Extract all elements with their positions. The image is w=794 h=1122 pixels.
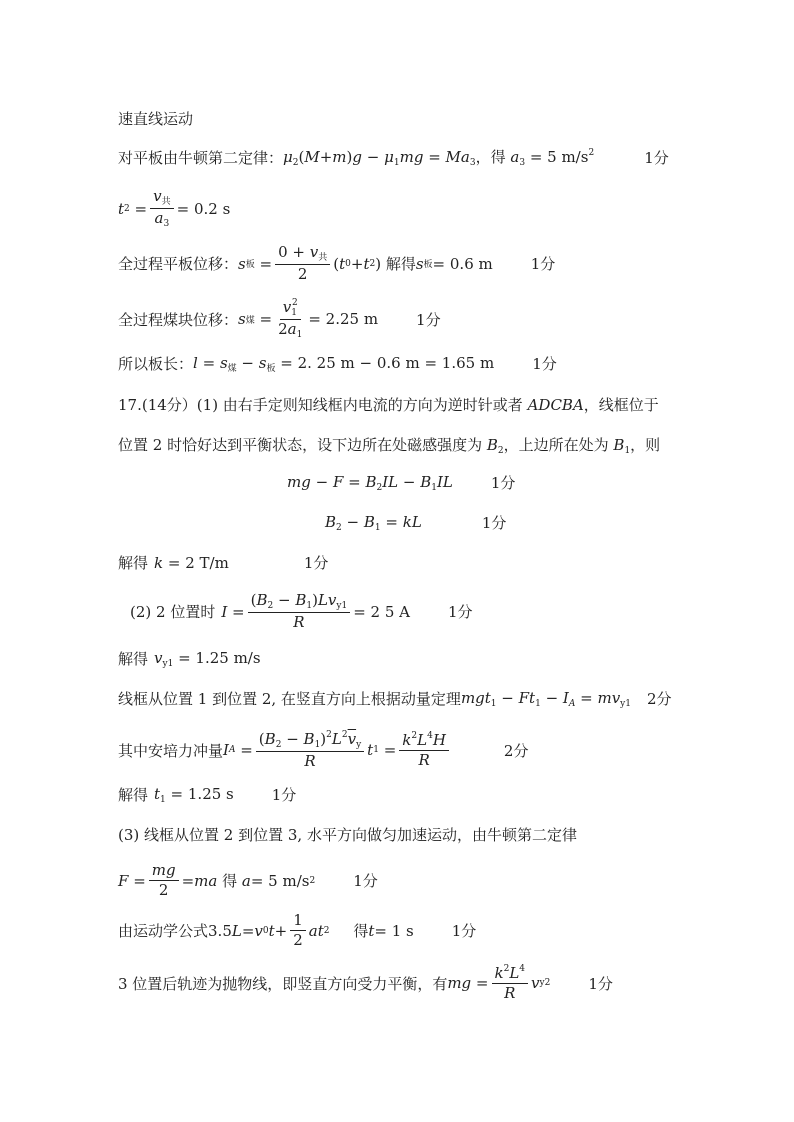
text-l11: 解得	[118, 554, 149, 572]
equation-l05: s 煤 = $\frac{v_1^2}{2a_1}$ = 2.25 m	[238, 298, 379, 341]
line-11	[118, 552, 328, 573]
score-l20: 1分	[588, 974, 613, 993]
score-l09: 1分	[490, 474, 516, 492]
line-14	[118, 688, 672, 709]
equation-l16: $t_1 = 1.25$ s	[154, 784, 234, 805]
line-1	[118, 108, 193, 129]
line-6	[118, 353, 557, 374]
line-9	[287, 472, 515, 493]
equation-l19: 3.5 L = v 0 t + $\frac{1}{2}$ at 2 得 t = 1 s	[208, 911, 414, 950]
score-l04: 1分	[530, 255, 556, 274]
score-l19: 1分	[451, 922, 477, 941]
text-l05: 全过程煤块位移：	[118, 310, 239, 329]
line-8	[118, 434, 660, 456]
score-l02: 1分	[644, 148, 669, 167]
text-l13: 解得	[118, 650, 149, 668]
text-l06: 所以板长：	[118, 355, 194, 373]
text-l16: 解得	[118, 786, 149, 804]
equation-l13: $v_{y1} = 1.25$ m/s	[154, 648, 261, 669]
score-l11: 1分	[303, 554, 329, 572]
score-l15: 2分	[503, 741, 529, 760]
text-l02: 对平板由牛顿第二定律：	[118, 148, 284, 167]
score-l10: 1分	[481, 514, 507, 532]
text-l12: (2) 2 位置时	[130, 603, 216, 622]
score-l18: 1分	[353, 872, 378, 891]
line-10	[325, 512, 506, 533]
equation-l12: I = $\frac{(B_2 - B_1)Lv_{y1}}{R}$ = 2 5 A	[221, 591, 411, 632]
equation-l18: F = $\frac{mg}{2}$ = ma 得 a = 5 m/s 2	[118, 861, 316, 900]
text-l14: 线框从位置 1 到位置 2, 在竖直方向上根据动量定理	[118, 690, 461, 708]
equation-l02: $\mu_2(M+m)g - \mu_1mg = Ma_3$，得 $a_3 = 5$ $m/s^2$	[283, 148, 595, 168]
text-l15: 其中安培力冲量	[118, 741, 224, 760]
score-l16: 1分	[271, 786, 297, 804]
line-5	[118, 298, 441, 341]
line-3	[118, 188, 230, 230]
text-l07: 17.(14分）(1) 由右手定则知线框内电流的方向为逆时针或者 ADCBA，线框位于	[118, 396, 659, 414]
equation-l04: s 板 = $\frac{0 + v_共}{2}$ ( t 0 + t 2 ) 解得 s 板 = 0.6 m	[238, 243, 493, 284]
line-18	[118, 862, 378, 900]
score-l06: 1分	[532, 355, 557, 373]
line-17	[118, 824, 577, 845]
line-13	[118, 648, 261, 669]
equation-l20: mg = $\frac{k^2L^4}{R}$ v y2	[447, 964, 551, 1003]
line-16	[118, 784, 296, 805]
line-2	[118, 146, 669, 168]
score-l14: 2分	[646, 690, 672, 708]
text-l20: 3 位置后轨迹为抛物线，即竖直方向受力平衡，有	[118, 974, 448, 993]
line-4	[118, 244, 555, 284]
equation-l03: t 2 = $\frac{v_共}{a_3}$ = 0.2 s	[118, 187, 231, 230]
text-l17: (3) 线框从位置 2 到位置 3, 水平方向做匀加速运动，由牛顿第二定律	[118, 826, 577, 844]
score-l12: 1分	[448, 603, 473, 622]
line-12	[130, 592, 473, 632]
line-7	[118, 394, 659, 415]
text-l08: 位置 2 时恰好达到平衡状态，设下边所在处磁感强度为 $B_2$，上边所在处为 $B_1$，则	[118, 436, 661, 456]
equation-l10: $B_2 - B_1$ = kL	[325, 512, 422, 533]
text-l01: 速直线运动	[118, 110, 194, 128]
score-l05: 1分	[416, 310, 441, 329]
equation-l11: k = 2 T/m	[154, 553, 229, 572]
equation-l09: mg − $F = B_2IL - B_1IL$	[287, 472, 453, 493]
equation-l15: I A = $\frac{(B_2 - B_1)^2L^2\overline{v}_y}{R}$ t 1 = $\frac{k^2L^4H}{R}$	[223, 730, 452, 771]
line-15	[118, 730, 528, 771]
line-20	[118, 964, 613, 1003]
text-l04: 全过程平板位移：	[118, 255, 239, 274]
text-l19: 由运动学公式	[118, 922, 209, 941]
equation-l14: $mgt_1 - Ft_1 - I_A = mv_{y1}$	[460, 688, 631, 709]
equation-l06: $l = s_煤 - s_板 = 2$. 25 m − 0.6 m = 1.65 m	[193, 353, 495, 374]
line-19	[118, 912, 476, 950]
